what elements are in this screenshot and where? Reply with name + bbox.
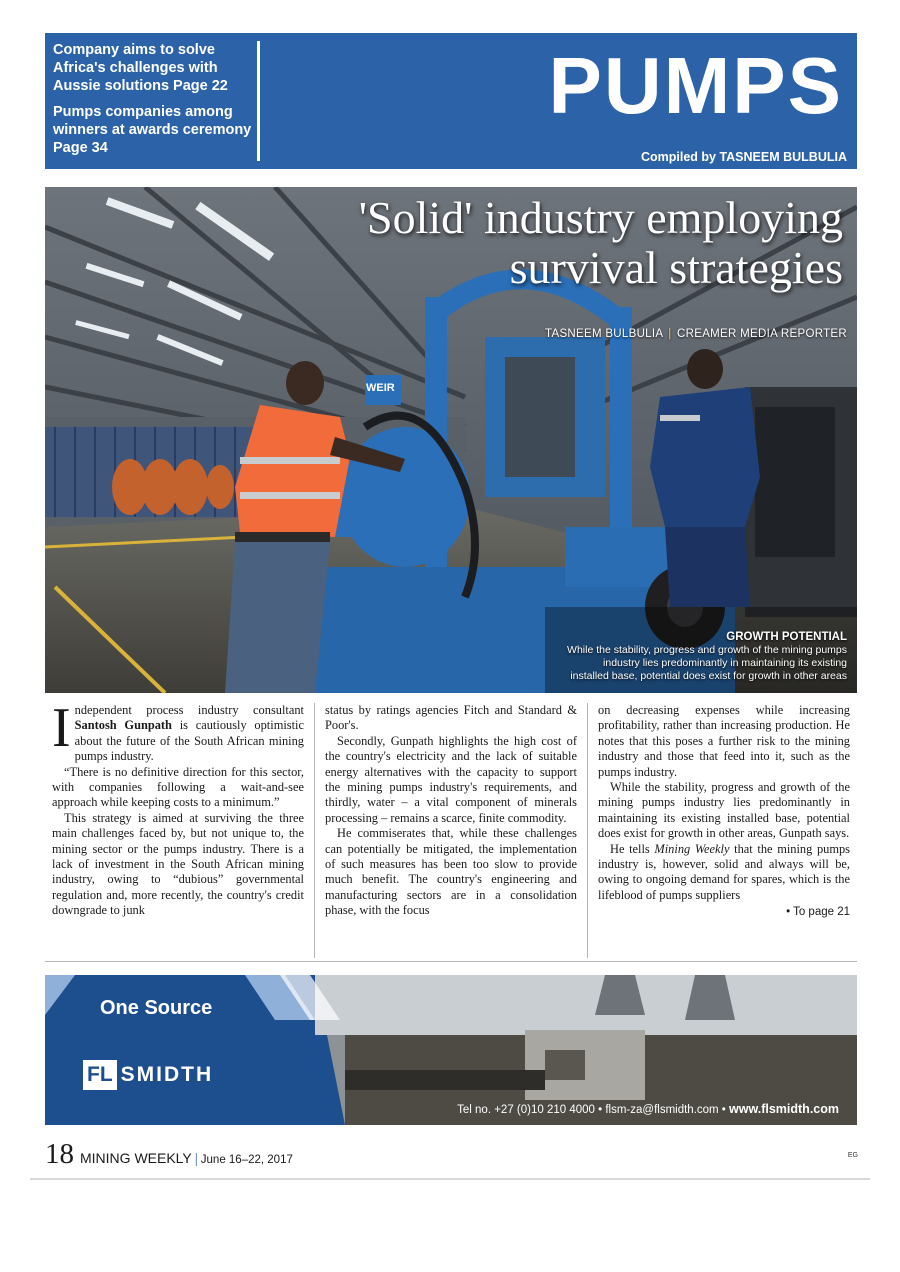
article-paragraph: Secondly, Gunpath highlights the high cost of the country's electricity and the lack of suitable energy alternatives with the capacity to support the mining pumps industry's requirements, and thirdly, water – a vital component of minerals processing – remains a scarce, finite commodity.: [325, 733, 577, 825]
caption-title: GROWTH POTENTIAL: [726, 631, 847, 643]
article-paragraph: status by ratings agencies Fitch and Standard & Poor's.: [325, 703, 577, 733]
teaser-item[interactable]: Company aims to solve Africa's challenges with Aussie solutions Page 22: [53, 42, 228, 94]
article-column: [52, 697, 304, 919]
caption-text: While the stability, progress and growth of the mining pumps industry lies predominantly in maintaining its existing installed base, potential does exist for growth in other areas: [567, 644, 847, 682]
article-paragraph: This strategy is aimed at surviving the three main challenges faced by, but not unique to, the mining sector or the pumps industry. There is a lack of investment in the South African mining industry, owing to “dubious” governmental regulation and, more recently, the country's credit downgrade to junk: [52, 810, 304, 918]
headline-line: survival strategies: [509, 242, 843, 293]
article-paragraph: He commiserates that, while these challenges can potentially be mitigated, the implementation of such measures has been too slow to provide much benefit. The country's engineering and manufacturing sectors are in a consolidation phase, with the focus: [325, 826, 577, 918]
drop-cap: I: [52, 697, 71, 759]
article-bottom-rule: [45, 961, 857, 962]
section-title: PUMPS: [548, 41, 843, 130]
column-divider: [587, 703, 588, 958]
footer-separator: |: [194, 1151, 198, 1167]
section-header: [45, 33, 857, 169]
byline: [545, 328, 847, 340]
compiled-by: Compiled by TASNEEM BULBULIA: [640, 150, 847, 164]
teaser-divider: [257, 41, 260, 161]
ad-website-link[interactable]: www.flsmidth.com: [729, 1102, 839, 1116]
logo-mark: FL: [83, 1060, 117, 1090]
flsmidth-logo: [83, 1060, 213, 1090]
publication-name: Mining Weekly: [654, 841, 730, 856]
ad-contact-details: Tel no. +27 (0)10 210 4000 • flsm-za@flsmidth.com •: [457, 1104, 730, 1116]
article-paragraph: on decreasing expenses while increasing profitability, rather than increasing production. He notes that this poses a further risk to the mining industry and those that feed into it, such as the pumps industry.: [598, 703, 850, 779]
feature-photo: [45, 187, 857, 693]
page-number: 18: [45, 1138, 74, 1170]
ad-contact: [457, 1102, 839, 1116]
person-name: Santosh Gunpath: [74, 718, 172, 733]
paragraph-text: is cautiously optimistic about the future of the South African mining pumps industry.: [74, 718, 304, 764]
headline-line: 'Solid' industry employing: [358, 192, 843, 243]
issue-date: June 16–22, 2017: [200, 1154, 293, 1166]
page-footer: [45, 1138, 293, 1171]
article-paragraph: [598, 842, 850, 904]
paragraph-text: that the mining pumps industry is, however, solid and always will be, owing to ongoing demand for spares, which is the lifeblood of pumps suppliers: [598, 841, 851, 902]
paragraph-text: He tells: [610, 841, 655, 856]
edition-code: EG: [847, 1152, 858, 1159]
paragraph-text: ndependent process industry consultant: [74, 703, 304, 717]
continued-link[interactable]: • To page 21: [786, 906, 850, 919]
teaser-item[interactable]: Pumps companies among winners at awards ceremony Page 34: [53, 104, 252, 156]
article-paragraph: [52, 697, 304, 765]
advertisement[interactable]: [45, 975, 857, 1125]
byline-separator: |: [668, 328, 672, 340]
article-column: [325, 703, 577, 919]
photo-caption: [567, 630, 847, 683]
article-paragraph: “There is no definitive direction for this sector, with companies following a wait-and-see approach while keeping costs to a minimum.”: [52, 764, 304, 810]
publication-title: MINING WEEKLY: [80, 1150, 192, 1166]
teaser-list: [53, 41, 253, 165]
byline-role: CREAMER MEDIA REPORTER: [677, 328, 847, 340]
page-edge-shadow: [30, 1178, 870, 1180]
article-paragraph: While the stability, progress and growth of the mining pumps industry lies predominantly in maintaining its existing installed base, potential does exist for growth in other areas, Gunpath says.: [598, 780, 850, 841]
column-divider: [314, 703, 315, 958]
article-body: [52, 697, 851, 965]
ad-tagline: One Source: [100, 997, 213, 1019]
article-headline: [359, 193, 843, 293]
equipment-brand-label: WEIR: [366, 382, 395, 394]
article-column: [598, 703, 850, 921]
byline-author: TASNEEM BULBULIA: [545, 328, 663, 340]
logo-wordmark: SMIDTH: [120, 1063, 214, 1086]
